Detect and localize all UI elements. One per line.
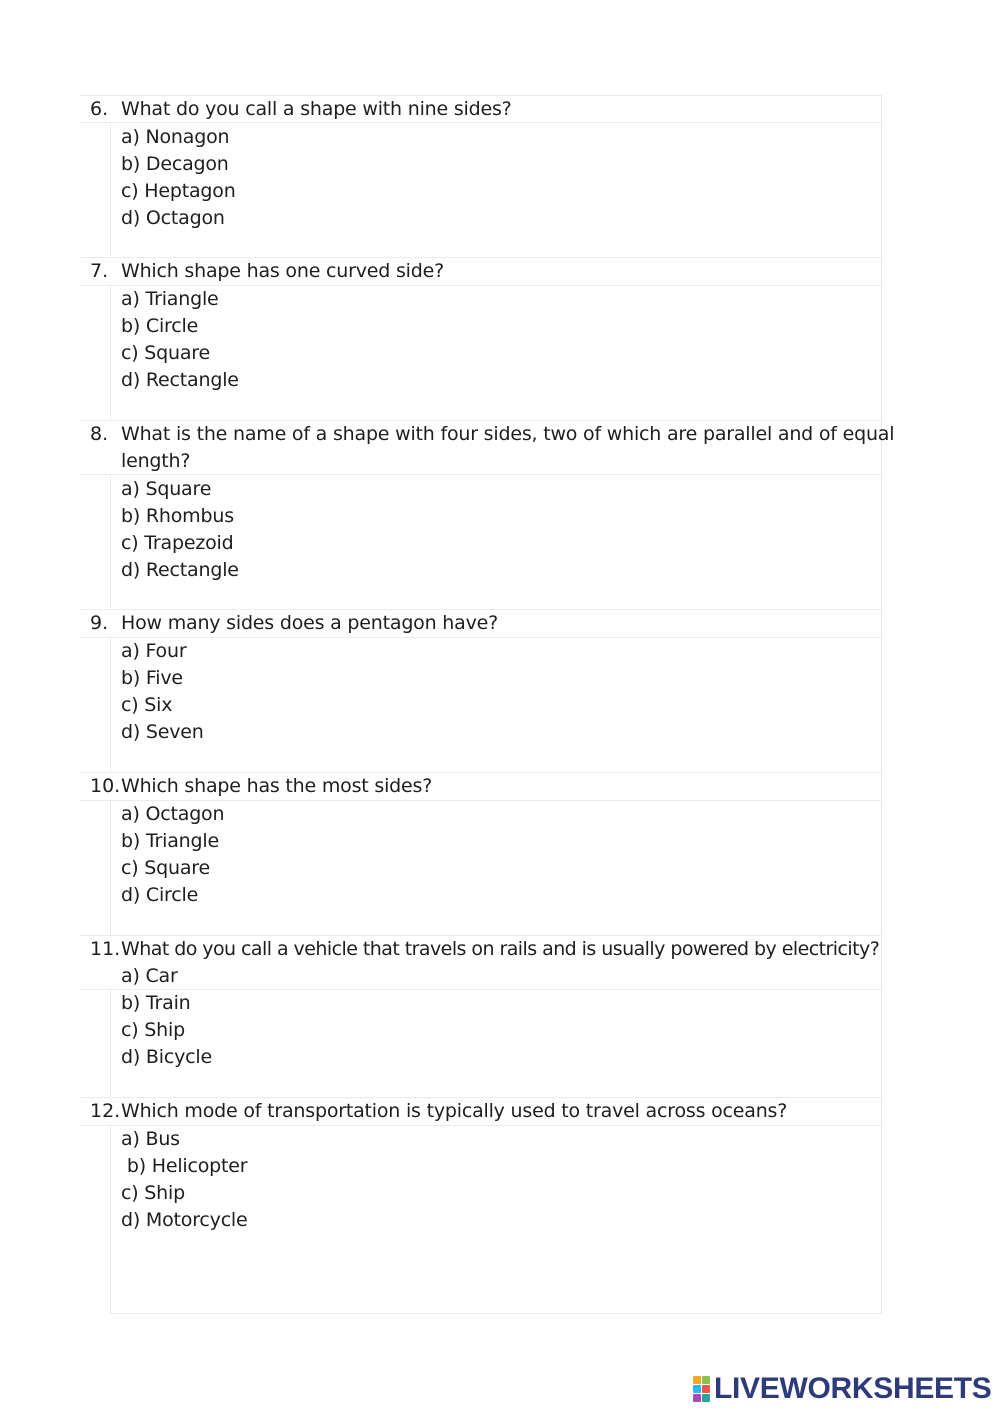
- divider: [110, 122, 111, 257]
- divider: [881, 772, 882, 935]
- answer-option[interactable]: a) Triangle: [121, 288, 219, 310]
- answer-option[interactable]: a) Bus: [121, 1128, 180, 1150]
- divider: [881, 95, 882, 257]
- answer-option[interactable]: c) Heptagon: [121, 180, 236, 202]
- divider: [881, 935, 882, 1097]
- divider: [881, 257, 882, 420]
- question-number: 10.: [90, 775, 121, 797]
- divider: [110, 637, 111, 772]
- divider: [881, 1097, 882, 1313]
- divider: [881, 609, 882, 772]
- answer-option[interactable]: c) Square: [121, 857, 210, 879]
- question-number: 6.: [90, 98, 109, 120]
- question-text-continued: length?: [121, 450, 191, 472]
- answer-option[interactable]: d) Octagon: [121, 207, 225, 229]
- answer-option[interactable]: a) Square: [121, 478, 212, 500]
- divider: [110, 800, 111, 935]
- logo-blocks-icon: [693, 1376, 710, 1402]
- answer-option[interactable]: a) Car: [121, 965, 178, 987]
- answer-option[interactable]: d) Seven: [121, 721, 204, 743]
- answer-option[interactable]: b) Circle: [121, 315, 199, 337]
- answer-option[interactable]: a) Octagon: [121, 803, 225, 825]
- answer-option[interactable]: d) Rectangle: [121, 559, 239, 581]
- question-text: Which mode of transportation is typically used to travel across oceans?: [121, 1100, 788, 1122]
- answer-option[interactable]: b) Rhombus: [121, 505, 234, 527]
- answer-option[interactable]: c) Six: [121, 694, 173, 716]
- answer-option[interactable]: c) Square: [121, 342, 210, 364]
- answer-option[interactable]: b) Triangle: [121, 830, 219, 852]
- divider: [80, 1125, 882, 1126]
- answer-option[interactable]: b) Five: [121, 667, 183, 689]
- answer-option[interactable]: a) Four: [121, 640, 187, 662]
- question-text: Which shape has one curved side?: [121, 260, 444, 282]
- question-number: 12.: [90, 1100, 121, 1122]
- answer-option[interactable]: c) Trapezoid: [121, 532, 234, 554]
- divider: [80, 637, 882, 638]
- answer-option[interactable]: b) Train: [121, 992, 191, 1014]
- divider: [80, 989, 882, 990]
- question-text: What do you call a shape with nine sides?: [121, 98, 512, 120]
- answer-option[interactable]: d) Motorcycle: [121, 1209, 248, 1231]
- answer-option[interactable]: c) Ship: [121, 1182, 185, 1204]
- divider: [80, 474, 882, 475]
- logo-text: LIVEWORKSHEETS: [714, 1372, 992, 1405]
- divider: [110, 1125, 111, 1313]
- question-text: Which shape has the most sides?: [121, 775, 433, 797]
- question-number: 8.: [90, 423, 109, 445]
- divider: [881, 420, 882, 609]
- question-number: 11.: [90, 938, 121, 960]
- answer-option[interactable]: b) Helicopter: [121, 1155, 248, 1177]
- liveworksheets-logo: [693, 1374, 992, 1404]
- answer-option[interactable]: d) Rectangle: [121, 369, 239, 391]
- question-number: 7.: [90, 260, 109, 282]
- answer-option[interactable]: d) Bicycle: [121, 1046, 212, 1068]
- question-text: What is the name of a shape with four sides, two of which are parallel and of equal: [121, 423, 895, 445]
- question-number: 9.: [90, 612, 109, 634]
- answer-option[interactable]: a) Nonagon: [121, 126, 230, 148]
- answer-option[interactable]: c) Ship: [121, 1019, 185, 1041]
- divider: [110, 1313, 882, 1314]
- question-text: What do you call a vehicle that travels on rails and is usually powered by electricity?: [121, 938, 880, 960]
- divider: [110, 285, 111, 420]
- answer-option[interactable]: b) Decagon: [121, 153, 229, 175]
- divider: [110, 989, 111, 1097]
- question-text: How many sides does a pentagon have?: [121, 612, 498, 634]
- answer-option[interactable]: d) Circle: [121, 884, 199, 906]
- divider: [110, 474, 111, 609]
